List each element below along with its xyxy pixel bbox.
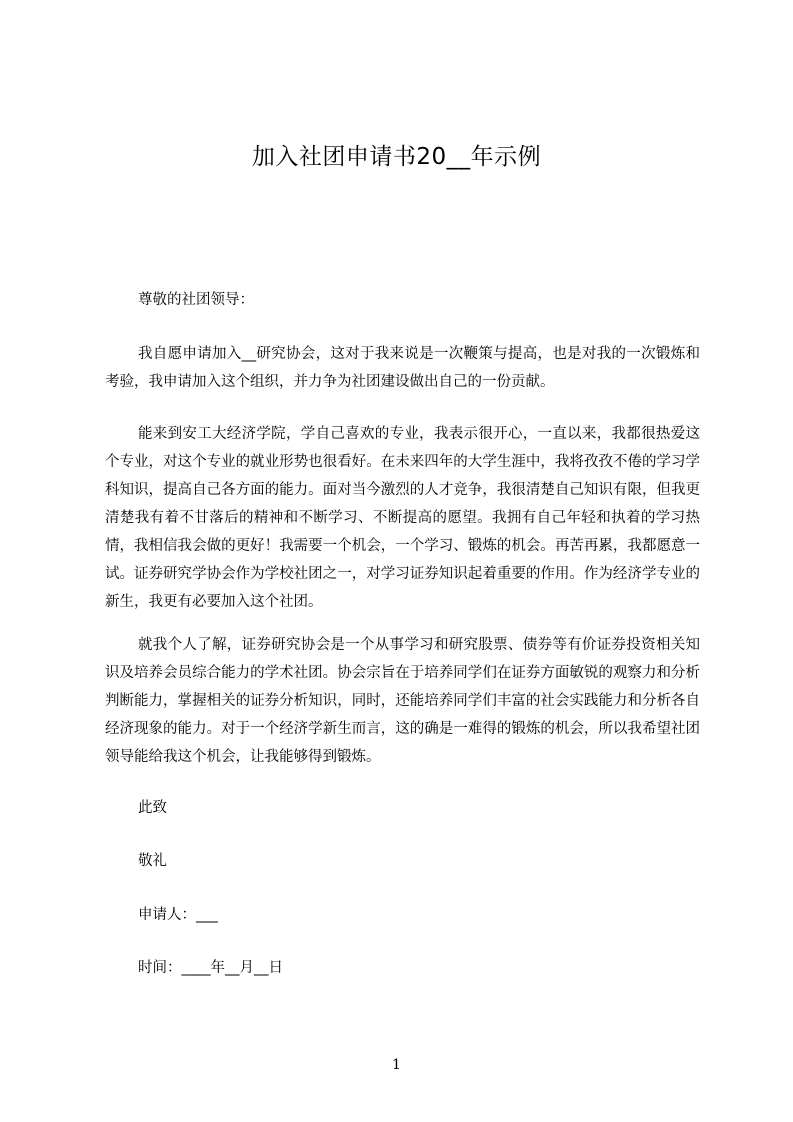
paragraph-2: 能来到安工大经济学院，学自己喜欢的专业，我表示很开心，一直以来，我都很热爱这个专业，对这个专业的就业形势也很看好。在未来四年的大学生涯中，我将孜孜不倦的学习学科知识，提高自己各方面的能力。面对当今激烈的人才竞争，我很清楚自己知识有限，但我更清楚我有着不甘落后的精神和不断学习、不断提高的愿望。我拥有自己年轻和执着的学习热情，我相信我会做的更好！我需要一个机会，一个学习、锻炼的机会。再苦再累，我都愿意一试。证券研究学协会作为学校社团之一，对学习证券知识起着重要的作用。作为经济学专业的新生，我更有必要加入这个社团。 bbox=[105, 426, 700, 610]
applicant-line: 申请人：___ bbox=[138, 907, 218, 923]
paragraph-3: 就我个人了解，证券研究协会是一个从事学习和研究股票、债券等有价证券投资相关知识及培养会员综合能力的学术社团。协会宗旨在于培养同学们在证券方面敏锐的观察力和分析判断能力，掌握相关的证券分析知识，同时，还能培养同学们丰富的社会实践能力和分析各自经济现象的能力。对于一个经济学新生而言，这的确是一难得的锻炼的机会，所以我希望社团领导能给我这个机会，让我能够得到锻炼。 bbox=[105, 637, 700, 765]
closing-regards: 此致 bbox=[138, 800, 167, 816]
page-number: 1 bbox=[392, 1057, 401, 1073]
salutation: 尊敬的社团领导： bbox=[138, 292, 254, 308]
closing-salute: 敬礼 bbox=[138, 853, 167, 869]
date-line: 时间：____年__月__日 bbox=[138, 960, 283, 976]
paragraph-1: 我自愿申请加入__研究协会，这对于我来说是一次鞭策与提高，也是对我的一次锻炼和考验，我申请加入这个组织，并力争为社团建设做出自己的一份贡献。 bbox=[105, 346, 700, 390]
document-title: 加入社团申请书20__年示例 bbox=[251, 144, 542, 170]
